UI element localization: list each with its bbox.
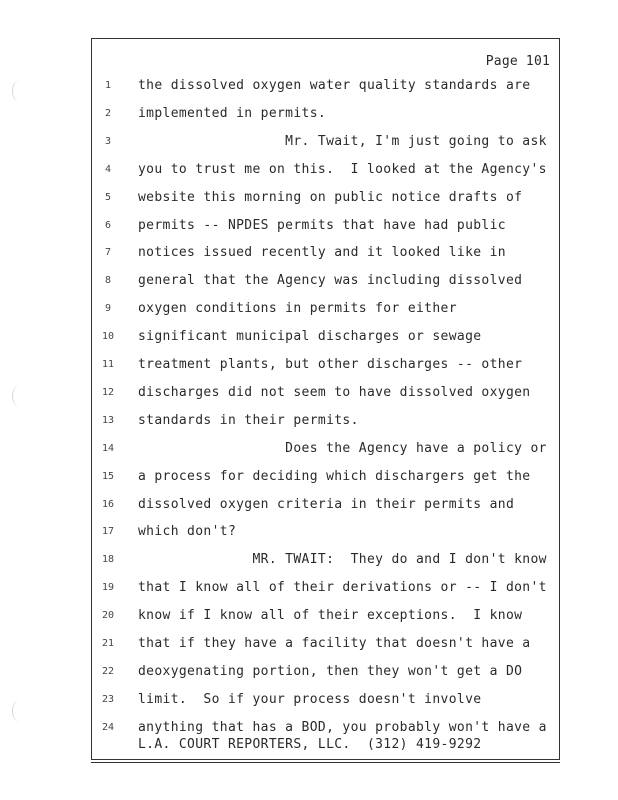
footer-reporter: L.A. COURT REPORTERS, LLC. (312) 419-9292 <box>138 737 482 752</box>
line-text: you to trust me on this. I looked at the Agency's <box>138 161 547 177</box>
line-number: 19 <box>101 582 115 594</box>
line-text: implemented in permits. <box>138 105 327 121</box>
line-text: Does the Agency have a policy or <box>138 440 547 456</box>
transcript-line <box>0 664 618 684</box>
line-text: standards in their permits. <box>138 412 359 428</box>
line-number: 1 <box>104 80 112 91</box>
page-number: Page 101 <box>485 54 550 69</box>
transcript-line <box>0 218 618 238</box>
footer-rule <box>91 762 560 763</box>
line-text: which don't? <box>138 524 237 540</box>
line-number: 9 <box>104 303 112 315</box>
line-text: the dissolved oxygen water quality standards are <box>138 78 531 93</box>
line-text: oxygen conditions in permits for either <box>138 301 457 317</box>
transcript-line <box>0 608 618 628</box>
transcript-line <box>0 441 618 461</box>
transcript-line <box>0 580 618 600</box>
transcript-line <box>0 497 618 517</box>
line-number: 4 <box>104 163 112 175</box>
line-text: significant municipal discharges or sewage <box>138 329 482 345</box>
line-text: deoxygenating portion, then they won't get a DO <box>138 663 523 679</box>
line-text: limit. So if your process doesn't involve <box>138 691 482 707</box>
transcript-line <box>0 301 618 321</box>
transcript-line <box>0 524 618 544</box>
line-number: 15 <box>101 470 115 482</box>
line-number: 17 <box>101 526 115 538</box>
line-text: that I know all of their derivations or -- I don't <box>138 580 547 596</box>
line-number: 16 <box>101 498 115 510</box>
line-number: 13 <box>101 414 115 426</box>
line-text: MR. TWAIT: They do and I don't know <box>138 552 547 568</box>
transcript-line <box>0 469 618 489</box>
line-number: 20 <box>101 610 115 622</box>
transcript-line <box>0 245 618 265</box>
line-number: 7 <box>104 247 112 259</box>
line-number: 12 <box>101 386 115 398</box>
line-text: know if I know all of their exceptions. I know <box>138 608 523 624</box>
line-number: 8 <box>104 275 112 287</box>
transcript-line <box>0 413 618 433</box>
line-text: anything that has a BOD, you probably won't have a <box>138 719 547 735</box>
transcript-line <box>0 636 618 656</box>
line-number: 22 <box>101 665 115 677</box>
line-number: 24 <box>101 721 115 733</box>
line-text: general that the Agency was including dissolved <box>138 273 523 289</box>
transcript-line <box>0 329 618 349</box>
line-number: 5 <box>104 191 112 203</box>
transcript-line <box>0 78 618 98</box>
transcript-line <box>0 273 618 293</box>
line-number: 23 <box>101 693 115 705</box>
line-number: 11 <box>101 359 115 370</box>
transcript-line <box>0 692 618 712</box>
line-number: 3 <box>104 135 112 147</box>
line-text: website this morning on public notice drafts of <box>138 189 523 205</box>
line-text: permits -- NPDES permits that have had public <box>138 217 506 233</box>
line-number: 6 <box>104 219 112 231</box>
transcript-line <box>0 106 618 126</box>
transcript-line <box>0 385 618 405</box>
line-text: dissolved oxygen criteria in their permits and <box>138 496 515 512</box>
transcript-line <box>0 134 618 154</box>
line-number: 18 <box>101 554 115 566</box>
line-text: notices issued recently and it looked like in <box>138 245 506 261</box>
transcript-line <box>0 552 618 572</box>
line-number: 14 <box>101 442 115 454</box>
line-text: discharges did not seem to have dissolved oxygen <box>138 384 531 400</box>
line-number: 2 <box>104 107 112 119</box>
line-text: that if they have a facility that doesn't have a <box>138 636 531 651</box>
line-number: 21 <box>101 638 115 649</box>
transcript-line <box>0 190 618 210</box>
line-text: Mr. Twait, I'm just going to ask <box>138 133 547 149</box>
line-text: treatment plants, but other discharges -- other <box>138 357 523 372</box>
line-text: a process for deciding which dischargers get the <box>138 468 531 484</box>
transcript-line <box>0 357 618 377</box>
transcript-line <box>0 162 618 182</box>
line-number: 10 <box>101 331 115 343</box>
